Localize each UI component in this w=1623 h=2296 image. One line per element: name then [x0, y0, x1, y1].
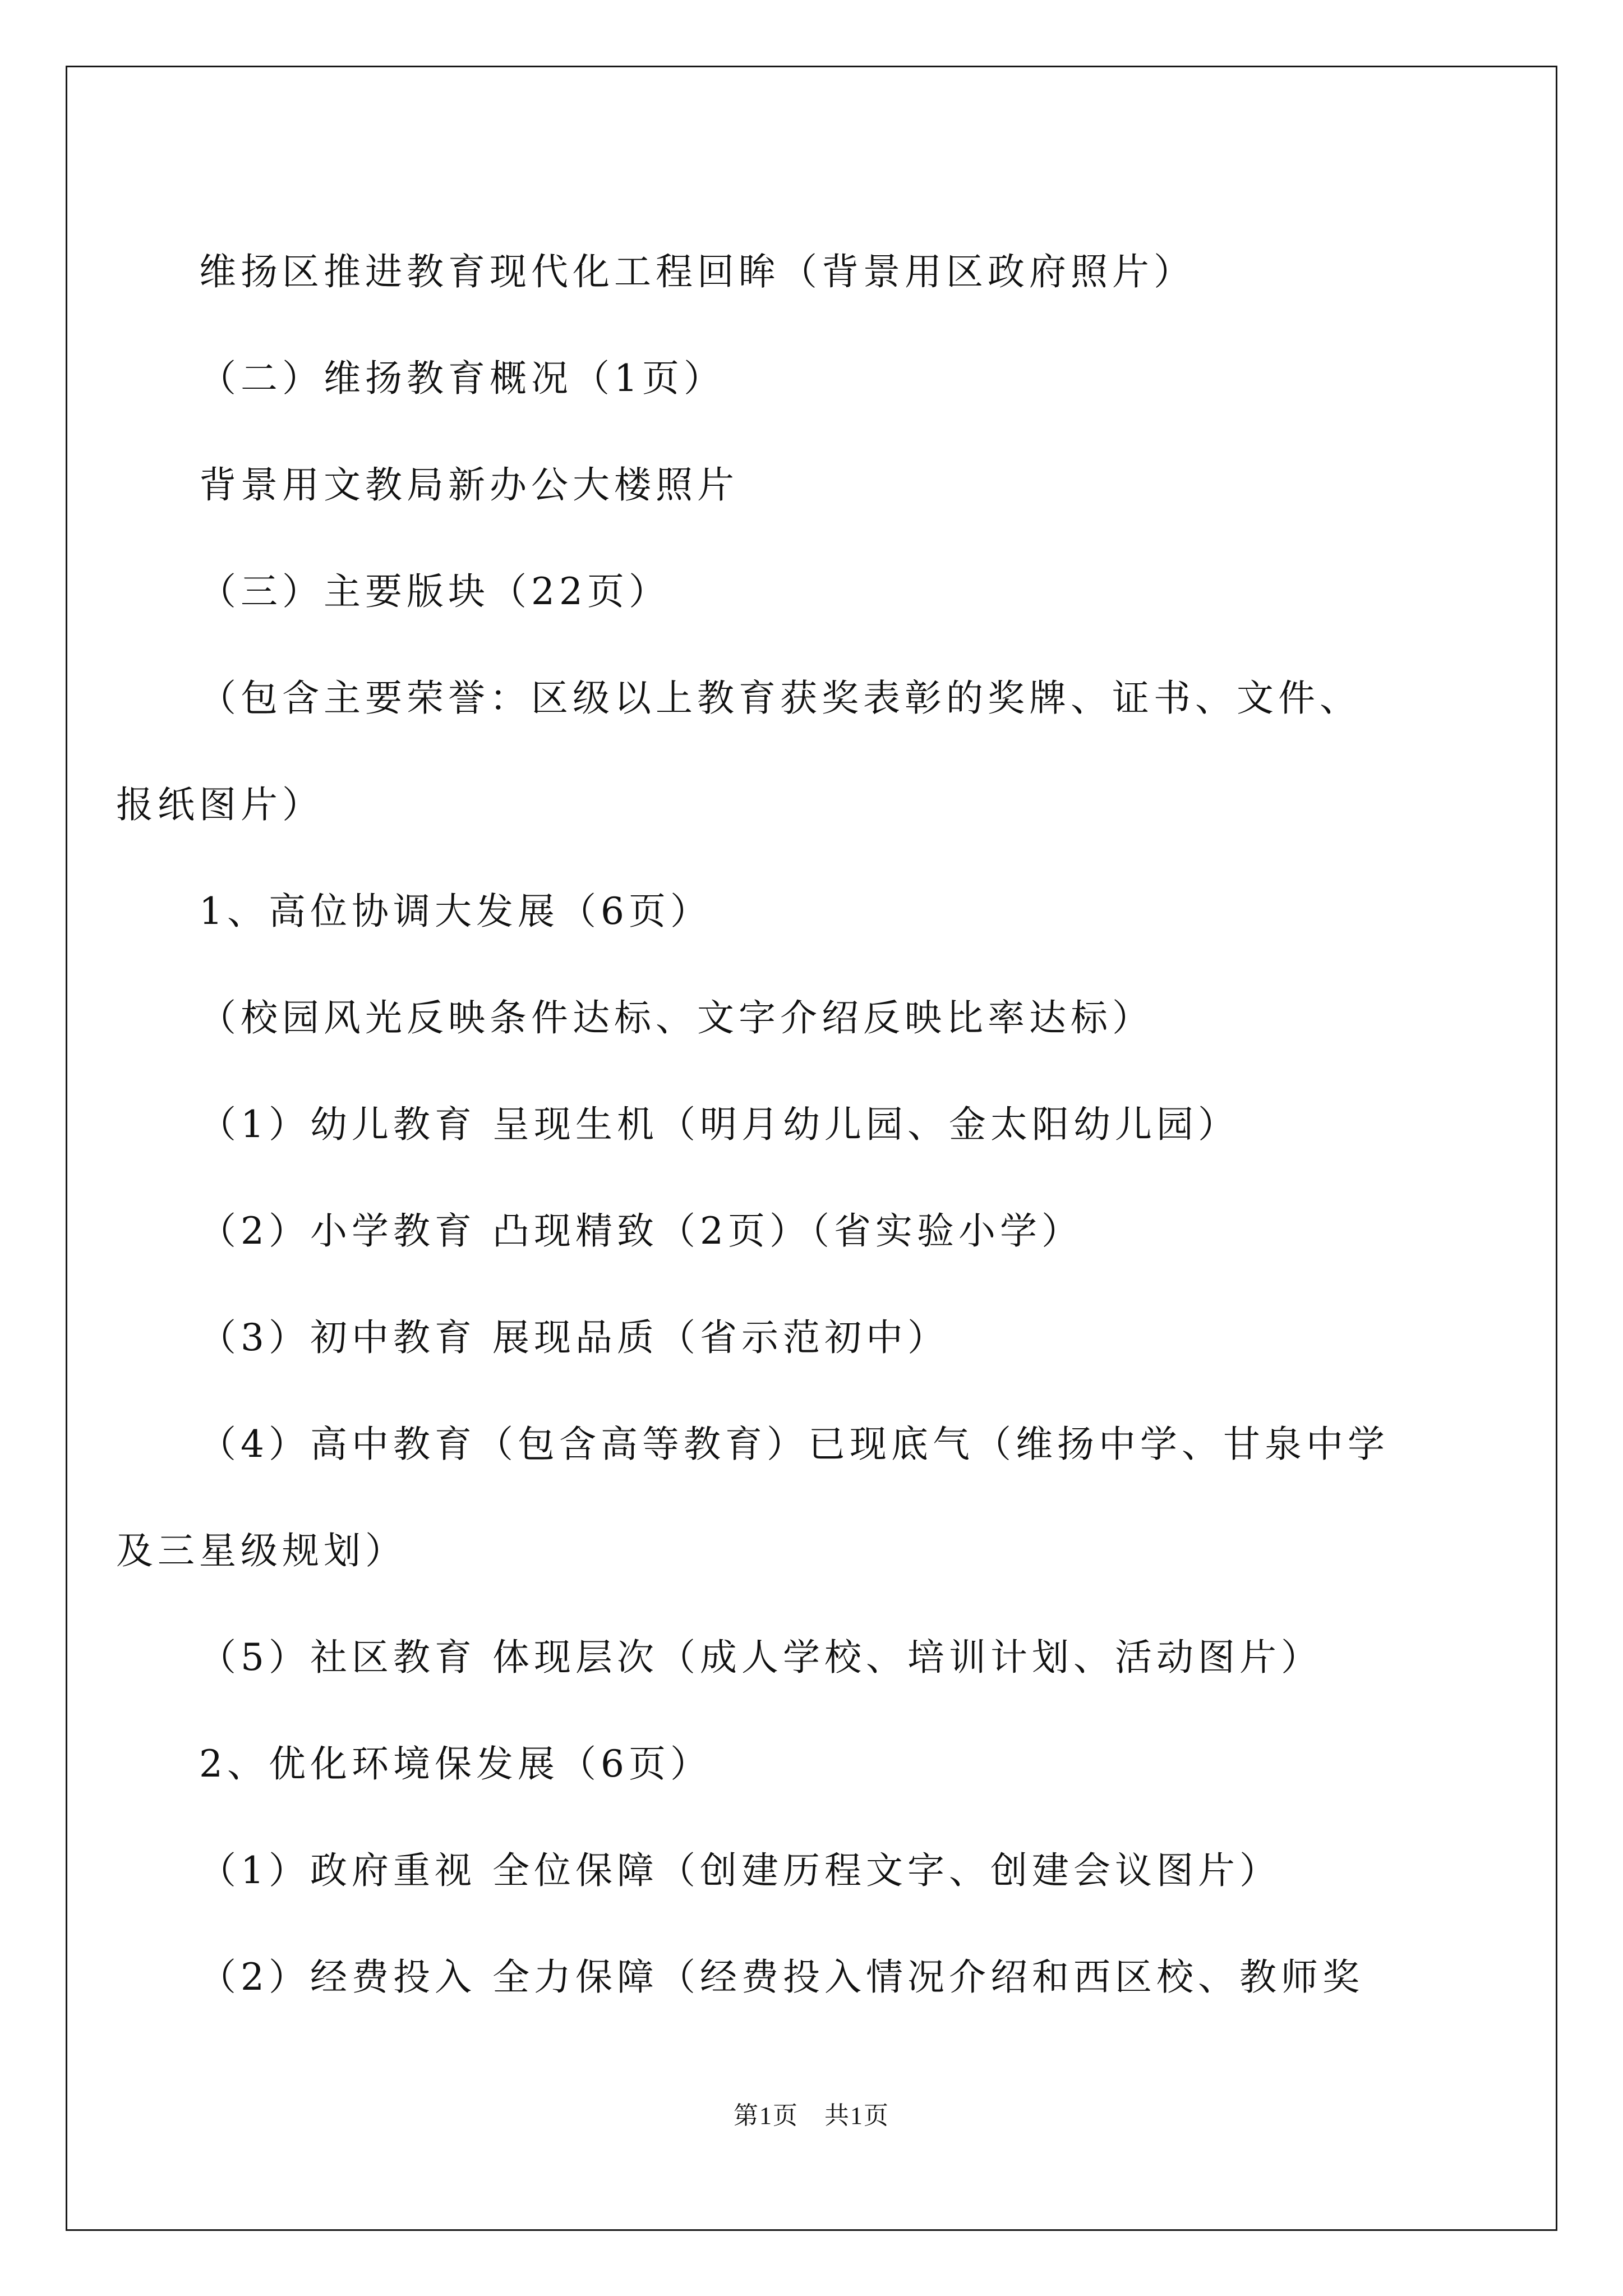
paragraph-1: 维扬区推进教育现代化工程回眸（背景用区政府照片） [199, 250, 1195, 293]
paragraph-12: （5）社区教育 体现层次（成人学校、培训计划、活动图片） [199, 1636, 1322, 1679]
paragraph-14: （1）政府重视 全位保障（创建历程文字、创建会议图片） [199, 1849, 1281, 1892]
paragraph-15: （2）经费投入 全力保障（经费投入情况介绍和西区校、教师奖 [199, 1955, 1364, 1999]
paragraph-2: （二）维扬教育概况（1页） [199, 357, 725, 400]
paragraph-5-line-1: （包含主要荣誉：区级以上教育获奖表彰的奖牌、证书、文件、 [199, 677, 1361, 720]
paragraph-3: 背景用文教局新办公大楼照片 [199, 463, 739, 507]
paragraph-4: （三）主要版块（22页） [199, 570, 670, 613]
document-body [116, 219, 1433, 2031]
paragraph-13: 2、优化环境保发展（6页） [199, 1742, 712, 1786]
paragraph-9: （2）小学教育 凸现精致（2页）（省实验小学） [199, 1209, 1083, 1253]
paragraph-10: （3）初中教育 展现品质（省示范初中） [199, 1316, 949, 1359]
paragraph-5 [116, 645, 1433, 858]
paragraph-8: （1）幼儿教育 呈现生机（明月幼儿园、金太阳幼儿园） [199, 1103, 1239, 1146]
paragraph-11-line-1: （4）高中教育（包含高等教育）已现底气（维扬中学、甘泉中学 [199, 1423, 1389, 1466]
page-footer: 第1页 共1页 [734, 2102, 889, 2129]
paragraph-6: 1、高位协调大发展（6页） [199, 890, 712, 933]
paragraph-11-line-2: 及三星级规划） [116, 1529, 407, 1572]
paragraph-7: （校园风光反映条件达标、文字介绍反映比率达标） [199, 996, 1154, 1039]
paragraph-5-line-2: 报纸图片） [116, 783, 324, 826]
paragraph-11 [116, 1391, 1433, 1604]
